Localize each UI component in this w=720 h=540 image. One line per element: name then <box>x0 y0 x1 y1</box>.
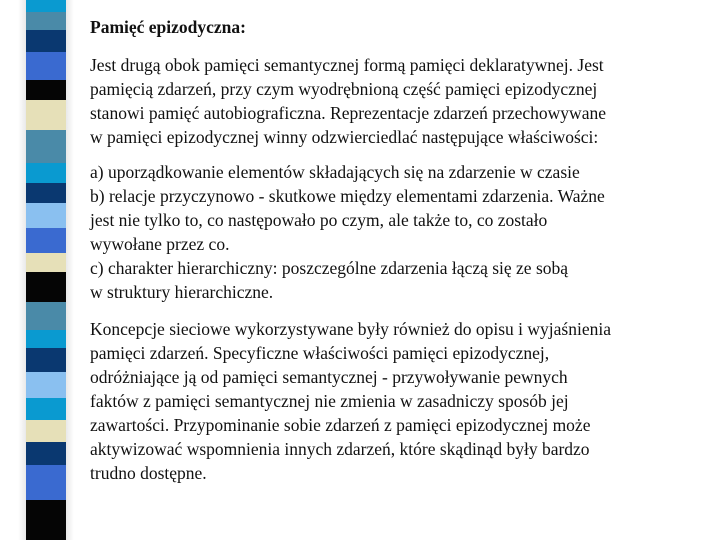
stripe-segment <box>26 130 66 163</box>
text-line: a) uporządkowanie elementów składających się na zdarzenie w czasie <box>90 162 580 182</box>
stripe-segment <box>26 163 66 183</box>
stripe-segment <box>26 442 66 465</box>
stripe-segment <box>26 253 66 272</box>
text-line: trudno dostępne. <box>90 463 207 483</box>
stripe-segment <box>26 272 66 302</box>
stripe-segment <box>26 348 66 372</box>
text-line: zawartości. Przypominanie sobie zdarzeń z pamięci epizodycznej może <box>90 415 591 435</box>
stripe-segment <box>26 0 66 12</box>
text-line: wywołane przez co. <box>90 234 230 254</box>
text-line: w pamięci epizodycznej winny odzwierciedlać następujące właściwości: <box>90 127 599 147</box>
text-line: stanowi pamięć autobiograficzna. Reprezentacje zdarzeń przechowywane <box>90 103 606 123</box>
text-line: Koncepcje sieciowe wykorzystywane były również do opisu i wyjaśnienia <box>90 319 611 339</box>
stripe-segment <box>26 330 66 348</box>
stripe-segment <box>26 228 66 253</box>
stripe-segment <box>26 52 66 80</box>
text-line: pamięcią zdarzeń, przy czym wyodrębnioną część pamięci epizodycznej <box>90 79 598 99</box>
paragraph-definition <box>90 53 690 149</box>
text-line: faktów z pamięci semantycznej nie zmienia w zasadniczy sposób jej <box>90 391 569 411</box>
slide-title: Pamięć epizodyczna: <box>90 17 246 37</box>
stripe-segment <box>26 500 66 540</box>
stripe-segment <box>26 100 66 130</box>
text-line: aktywizować wspomnienia innych zdarzeń, które skądinąd były bardzo <box>90 439 590 459</box>
text-line: c) charakter hierarchiczny: poszczególne zdarzenia łączą się ze sobą <box>90 258 569 278</box>
stripe-segment <box>26 372 66 398</box>
text-line: jest nie tylko to, co następowało po czym, ale także to, co zostało <box>90 210 548 230</box>
stripe-segment <box>26 12 66 30</box>
text-line: pamięci zdarzeń. Specyficzne właściwości pamięci epizodycznej, <box>90 343 550 363</box>
stripe-segment <box>26 30 66 52</box>
stripe-segment <box>26 465 66 500</box>
text-line: b) relacje przyczynowo - skutkowe między elementami zdarzenia. Ważne <box>90 186 605 206</box>
stripe-segment <box>26 203 66 228</box>
text-line: odróżniające ją od pamięci semantycznej - przywoływanie pewnych <box>90 367 568 387</box>
text-line: w struktury hierarchiczne. <box>90 282 274 302</box>
stripe-segment <box>26 80 66 100</box>
stripe-segment <box>26 398 66 420</box>
paragraph-properties-list <box>90 160 690 304</box>
stripe-segment <box>26 302 66 330</box>
text-line: Jest drugą obok pamięci semantycznej formą pamięci deklaratywnej. Jest <box>90 55 604 75</box>
stripe-segment <box>26 183 66 203</box>
stripe-segment <box>26 420 66 442</box>
paragraph-network-concepts <box>90 317 690 485</box>
decorative-stripe <box>26 0 66 540</box>
